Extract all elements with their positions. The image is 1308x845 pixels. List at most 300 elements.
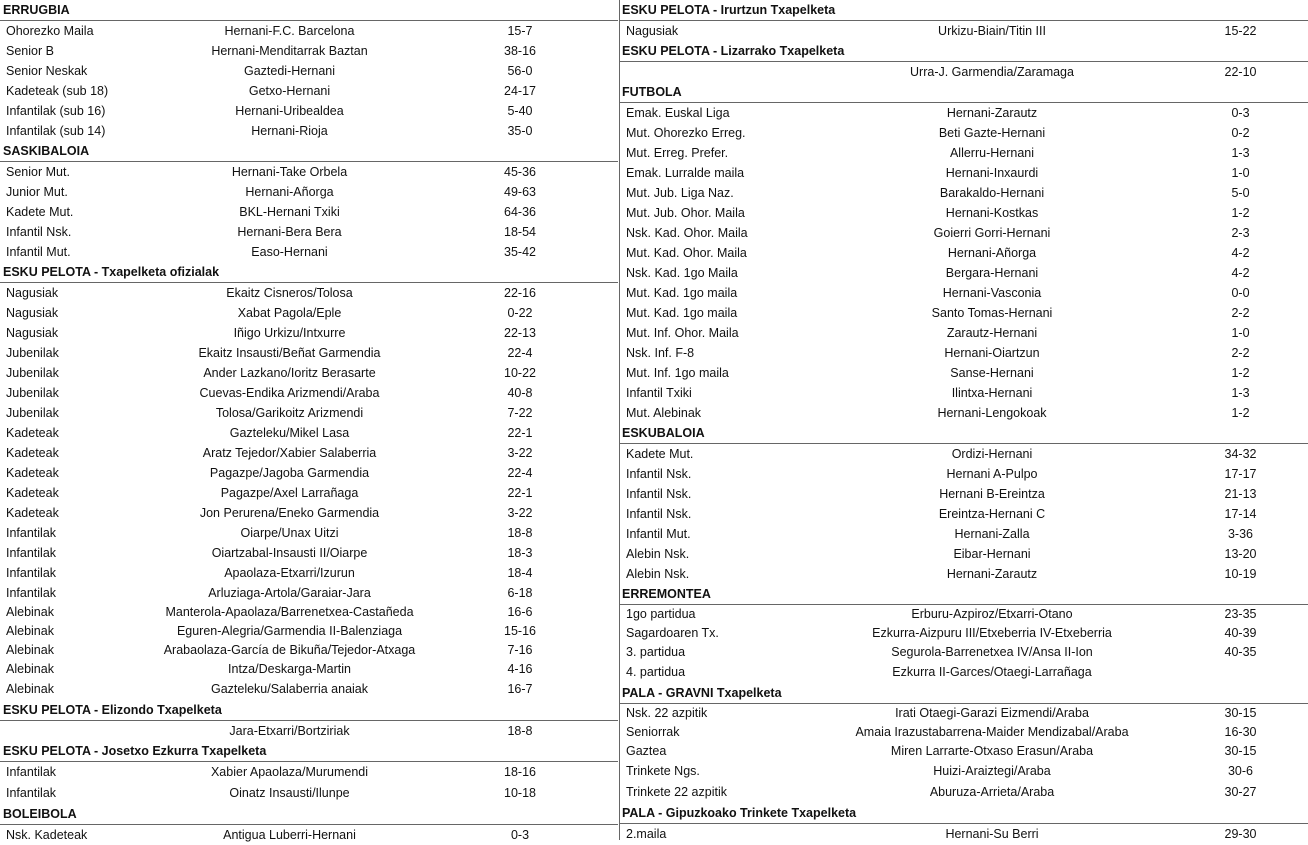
result-score: 38-16 [504, 44, 536, 58]
result-match: Hernani-Zarautz [946, 106, 1038, 120]
result-category: Mut. Alebinak [626, 406, 702, 420]
result-category: Infantil Nsk. [626, 467, 692, 481]
result-match: Hernani-F.C. Barcelona [224, 24, 355, 38]
result-category: Jubenilak [6, 366, 59, 380]
result-match: Hernani-Inxaurdi [945, 166, 1039, 180]
result-category: Mut. Kad. Ohor. Maila [626, 246, 747, 260]
result-row [0, 423, 618, 443]
result-row [0, 323, 618, 343]
result-score: 40-35 [1224, 645, 1257, 659]
result-score: 40-39 [1224, 626, 1257, 640]
result-category: Mut. Jub. Liga Naz. [626, 186, 734, 200]
section-title: FUTBOLA [620, 82, 1308, 103]
result-row [0, 403, 618, 423]
result-score: 0-3 [1231, 106, 1250, 120]
section-pala-gravni-txapelketa [620, 683, 1308, 803]
result-row [620, 564, 1308, 584]
result-score: 13-20 [1224, 547, 1257, 561]
section-title: ESKU PELOTA - Txapelketa ofizialak [0, 262, 618, 283]
result-match: Eibar-Hernani [953, 547, 1031, 561]
result-category: Trinkete 22 azpitik [626, 785, 727, 799]
result-row [0, 343, 618, 363]
result-match: Huizi-Araiztegi/Araba [933, 764, 1051, 778]
result-match: Arabaolaza-García de Bikuña/Tejedor-Atxaga [163, 643, 416, 657]
result-match: Hernani A-Pulpo [946, 467, 1038, 481]
result-row [620, 103, 1308, 123]
result-score: 16-6 [507, 605, 533, 619]
result-row [620, 263, 1308, 283]
result-category: Kadeteak [6, 466, 59, 480]
result-category: Senior Neskak [6, 64, 88, 78]
section-esku-pelota-irurtzun-txapelketa [620, 0, 1308, 41]
result-score: 10-19 [1224, 567, 1257, 581]
section-title: ESKU PELOTA - Lizarrako Txapelketa [620, 41, 1308, 62]
result-match: Cuevas-Endika Arizmendi/Araba [199, 386, 380, 400]
result-row [620, 403, 1308, 423]
result-match: Bergara-Hernani [945, 266, 1039, 280]
result-score: 4-2 [1231, 246, 1250, 260]
result-category: Kadeteak [6, 426, 59, 440]
result-score: 1-0 [1231, 166, 1250, 180]
result-category: Kadete Mut. [6, 205, 74, 219]
result-match: Erburu-Azpiroz/Etxarri-Otano [911, 607, 1073, 621]
section-title: PALA - Gipuzkoako Trinkete Txapelketa [620, 803, 1308, 824]
result-category: Kadeteak (sub 18) [6, 84, 109, 98]
result-category: Mut. Kad. 1go maila [626, 306, 738, 320]
result-row [620, 223, 1308, 243]
result-row [0, 363, 618, 383]
result-row [0, 660, 618, 679]
result-match: Tolosa/Garikoitz Arizmendi [215, 406, 364, 420]
result-category: Infantilak [6, 765, 57, 779]
result-row [0, 202, 618, 222]
result-score: 1-3 [1231, 146, 1250, 160]
result-category: Jubenilak [6, 346, 59, 360]
result-category: Alebinak [6, 682, 54, 696]
result-score: 23-35 [1224, 607, 1257, 621]
result-category: Infantil Nsk. [626, 507, 692, 521]
result-match: Hernani-Su Berri [945, 827, 1039, 841]
result-score: 17-17 [1224, 467, 1257, 481]
result-score: 22-16 [504, 286, 536, 300]
result-score: 49-63 [504, 185, 536, 199]
result-match: Xabat Pagola/Eple [237, 306, 342, 320]
result-category: Nsk. Kadeteak [6, 828, 88, 842]
result-score: 18-16 [504, 765, 536, 779]
section-eskubaloia [620, 423, 1308, 584]
result-match: Oiarpe/Unax Uitzi [240, 526, 339, 540]
result-category: 3. partidua [626, 645, 686, 659]
result-match: Hernani-Añorga [245, 185, 334, 199]
result-score: 5-40 [507, 104, 533, 118]
result-match: Irati Otaegi-Garazi Eizmendi/Araba [895, 706, 1089, 720]
result-category: Alebin Nsk. [626, 547, 690, 561]
result-match: Ander Lazkano/Ioritz Berasarte [203, 366, 376, 380]
section-errugbia [0, 0, 618, 141]
section-title: ESKU PELOTA - Irurtzun Txapelketa [620, 0, 1308, 21]
result-row [0, 61, 618, 81]
result-score: 3-36 [1227, 527, 1254, 541]
result-match: Oinatz Insausti/Ilunpe [229, 786, 350, 800]
result-category: Kadeteak [6, 446, 59, 460]
result-category: Alebinak [6, 624, 54, 638]
result-match: Beti Gazte-Hernani [938, 126, 1046, 140]
result-match: Ilintxa-Hernani [951, 386, 1033, 400]
result-score: 29-30 [1224, 827, 1257, 841]
result-match: Easo-Hernani [251, 245, 328, 259]
result-match: Antigua Luberri-Hernani [223, 828, 356, 842]
result-category: Nagusiak [6, 306, 59, 320]
result-row [0, 222, 618, 242]
result-match: Aratz Tejedor/Xabier Salaberria [202, 446, 377, 460]
result-score: 16-30 [1224, 725, 1257, 739]
result-row [620, 624, 1308, 643]
result-score: 15-7 [507, 24, 533, 38]
result-row [620, 643, 1308, 662]
result-score: 1-2 [1231, 366, 1250, 380]
result-match: Apaolaza-Etxarri/Izurun [224, 566, 355, 580]
result-category: Nagusiak [6, 286, 59, 300]
result-category: Infantil Nsk. [626, 487, 692, 501]
result-match: Sanse-Hernani [950, 366, 1034, 380]
result-score: 56-0 [507, 64, 533, 78]
section-title: ESKU PELOTA - Elizondo Txapelketa [0, 700, 618, 721]
result-score: 0-22 [507, 306, 533, 320]
result-score: 10-18 [504, 786, 536, 800]
result-category: Mut. Inf. Ohor. Maila [626, 326, 739, 340]
result-match: Barakaldo-Hernani [939, 186, 1045, 200]
result-match: Gazteleku/Mikel Lasa [229, 426, 350, 440]
result-row [620, 605, 1308, 624]
result-category: 2.maila [626, 827, 667, 841]
result-category: Infantilak [6, 566, 57, 580]
left-column [0, 0, 618, 845]
result-score: 6-18 [507, 586, 533, 600]
result-row [620, 504, 1308, 524]
result-score: 64-36 [504, 205, 536, 219]
result-category: 1go partidua [626, 607, 696, 621]
result-match: Urkizu-Biain/Titin III [938, 24, 1046, 38]
result-row [0, 603, 618, 622]
result-match: Hernani-Zalla [954, 527, 1030, 541]
result-score: 18-8 [507, 526, 533, 540]
result-match: Pagazpe/Jagoba Garmendia [209, 466, 370, 480]
result-category: Infantil Mut. [626, 527, 691, 541]
result-category: Nsk. Inf. F-8 [626, 346, 695, 360]
result-match: Zarautz-Hernani [946, 326, 1038, 340]
result-score: 4-2 [1231, 266, 1250, 280]
result-category: 4. partidua [626, 665, 686, 679]
result-category: Alebinak [6, 643, 54, 657]
result-category [0, 721, 131, 741]
result-category: Infantilak [6, 586, 57, 600]
result-score: 0-0 [1231, 286, 1250, 300]
result-match: Ekaitz Insausti/Beñat Garmendia [198, 346, 381, 360]
result-match: Hernani B-Ereintza [939, 487, 1045, 501]
result-category: Mut. Ohorezko Erreg. [626, 126, 746, 140]
result-row [0, 679, 618, 700]
result-match: Ezkurra II-Garces/Otaegi-Larrañaga [892, 665, 1092, 679]
result-match: Ekaitz Cisneros/Tolosa [226, 286, 353, 300]
result-match: Hernani-Menditarrak Baztan [211, 44, 368, 58]
result-score: 18-4 [507, 566, 533, 580]
result-score: 22-1 [507, 486, 533, 500]
result-row [0, 21, 618, 41]
result-category: Infantilak [6, 526, 57, 540]
result-row [0, 543, 618, 563]
result-category: Infantil Txiki [626, 386, 692, 400]
result-row [0, 121, 618, 141]
result-category: Emak. Euskal Liga [626, 106, 730, 120]
result-row [0, 242, 618, 262]
result-row [620, 143, 1308, 163]
result-category: Kadete Mut. [626, 447, 694, 461]
result-category: Mut. Jub. Ohor. Maila [626, 206, 745, 220]
result-category: Alebinak [6, 662, 54, 676]
result-row [620, 742, 1308, 761]
result-category: Senior Mut. [6, 165, 70, 179]
result-category: Kadeteak [6, 506, 59, 520]
section-title: BOLEIBOLA [0, 804, 618, 825]
result-match: Getxo-Hernani [248, 84, 331, 98]
result-category: Trinkete Ngs. [626, 764, 700, 778]
result-score: 22-1 [507, 426, 533, 440]
result-row [620, 323, 1308, 343]
result-row [0, 303, 618, 323]
result-match: Pagazpe/Axel Larrañaga [220, 486, 359, 500]
section-esku-pelota-txapelketa-ofizialak [0, 262, 618, 700]
result-match: Iñigo Urkizu/Intxurre [233, 326, 346, 340]
result-row [0, 523, 618, 543]
result-row [620, 464, 1308, 484]
result-score: 30-6 [1227, 764, 1254, 778]
result-score: 40-8 [507, 386, 533, 400]
result-match: Hernani-Take Orbela [231, 165, 348, 179]
result-match: Allerru-Hernani [949, 146, 1035, 160]
result-row [620, 183, 1308, 203]
result-row [620, 484, 1308, 504]
result-category: Nsk. Kad. Ohor. Maila [626, 226, 748, 240]
result-row [620, 343, 1308, 363]
section-title: ESKU PELOTA - Josetxo Ezkurra Txapelketa [0, 741, 618, 762]
result-match: Segurola-Barrenetxea IV/Ansa II-Ion [891, 645, 1093, 659]
result-match: Urra-J. Garmendia/Zaramaga [910, 65, 1074, 79]
section-pala-gipuzkoako-trinkete-txapelketa [620, 803, 1308, 844]
result-match: Hernani-Uribealdea [235, 104, 344, 118]
section-esku-pelota-josetxo-ezkurra-txapelketa [0, 741, 618, 804]
result-match: Hernani-Zarautz [946, 567, 1038, 581]
result-category [620, 62, 786, 82]
result-row [0, 762, 618, 783]
result-score: 1-2 [1231, 406, 1250, 420]
result-row [620, 723, 1308, 742]
result-category: Nagusiak [626, 24, 679, 38]
result-row [0, 641, 618, 660]
result-score: 4-16 [507, 662, 533, 676]
result-row [0, 101, 618, 121]
result-score: 34-32 [1224, 447, 1257, 461]
result-match: Hernani-Lengokoak [937, 406, 1047, 420]
result-row [0, 583, 618, 603]
result-match: Ereintza-Hernani C [938, 507, 1046, 521]
result-match: Eguren-Alegria/Garmendia II-Balenziaga [176, 624, 403, 638]
result-score: 10-22 [504, 366, 536, 380]
result-score [1198, 662, 1283, 683]
result-match: Xabier Apaolaza/Murumendi [210, 765, 369, 779]
result-match: Hernani-Bera Bera [237, 225, 342, 239]
result-category: Nsk. Kad. 1go Maila [626, 266, 738, 280]
result-match: Amaia Irazustabarrena-Maider Mendizabal/Araba [855, 725, 1129, 739]
result-category: Kadeteak [6, 486, 59, 500]
result-row [620, 824, 1308, 844]
result-score: 21-13 [1224, 487, 1257, 501]
result-row [620, 303, 1308, 323]
section-title: ESKUBALOIA [620, 423, 1308, 444]
result-row [620, 383, 1308, 403]
result-row [620, 524, 1308, 544]
result-score: 16-7 [507, 682, 533, 696]
result-score: 24-17 [504, 84, 536, 98]
result-category: Ohorezko Maila [6, 24, 94, 38]
result-score: 2-2 [1231, 346, 1250, 360]
result-score: 15-16 [504, 624, 536, 638]
result-score: 0-2 [1231, 126, 1250, 140]
result-category: Mut. Kad. 1go maila [626, 286, 738, 300]
result-match: Gazteleku/Salaberria anaiak [210, 682, 369, 696]
result-category: Jubenilak [6, 406, 59, 420]
result-row [0, 721, 618, 741]
result-score: 1-0 [1231, 326, 1250, 340]
result-score: 22-4 [507, 346, 533, 360]
result-category: Mut. Erreg. Prefer. [626, 146, 729, 160]
result-category: Gaztea [626, 744, 667, 758]
result-row [620, 283, 1308, 303]
result-row [0, 162, 618, 182]
section-boleibola [0, 804, 618, 845]
result-row [620, 704, 1308, 723]
result-category: Junior Mut. [6, 185, 68, 199]
result-row [620, 21, 1308, 41]
result-category: Nagusiak [6, 326, 59, 340]
result-score: 18-3 [507, 546, 533, 560]
result-match: Miren Larrarte-Otxaso Erasun/Araba [890, 744, 1094, 758]
result-category: Infantilak [6, 786, 57, 800]
result-row [620, 544, 1308, 564]
section-erremontea [620, 584, 1308, 683]
result-score: 30-15 [1224, 744, 1257, 758]
result-match: Hernani-Vasconia [942, 286, 1042, 300]
result-score: 30-15 [1224, 706, 1257, 720]
section-esku-pelota-elizondo-txapelketa [0, 700, 618, 741]
result-score: 1-2 [1231, 206, 1250, 220]
result-score: 0-3 [510, 828, 530, 842]
result-match: Hernani-Kostkas [945, 206, 1039, 220]
result-match: Santo Tomas-Hernani [931, 306, 1053, 320]
result-category: Senior B [6, 44, 54, 58]
section-futbola [620, 82, 1308, 423]
result-match: Hernani-Rioja [251, 124, 328, 138]
result-row [0, 563, 618, 583]
result-row [0, 383, 618, 403]
result-score: 5-0 [1231, 186, 1250, 200]
result-row [0, 182, 618, 202]
result-match: Manterola-Apaolaza/Barrenetxea-Castañeda [165, 605, 414, 619]
result-match: Hernani-Oiartzun [944, 346, 1040, 360]
result-row [620, 662, 1308, 683]
result-category: Infantilak (sub 16) [6, 104, 106, 118]
result-score: 18-54 [504, 225, 536, 239]
section-esku-pelota-lizarrako-txapelketa [620, 41, 1308, 82]
section-title: ERREMONTEA [620, 584, 1308, 605]
result-score: 18-8 [507, 724, 533, 738]
result-match: Ezkurra-Aizpuru III/Etxeberria IV-Etxeberria [872, 626, 1112, 640]
result-row [0, 463, 618, 483]
result-category: Infantilak (sub 14) [6, 124, 106, 138]
section-title: PALA - GRAVNI Txapelketa [620, 683, 1308, 704]
result-match: Oiartzabal-Insausti II/Oiarpe [211, 546, 368, 560]
result-category: Mut. Inf. 1go maila [626, 366, 729, 380]
result-category: Alebin Nsk. [626, 567, 690, 581]
result-score: 35-42 [504, 245, 536, 259]
result-row [620, 203, 1308, 223]
result-row [0, 503, 618, 523]
result-category: Infantil Nsk. [6, 225, 72, 239]
result-row [0, 622, 618, 641]
result-row [0, 283, 618, 303]
result-score: 15-22 [1224, 24, 1257, 38]
result-score: 35-0 [507, 124, 533, 138]
result-score: 22-4 [507, 466, 533, 480]
section-title: SASKIBALOIA [0, 141, 618, 162]
result-row [0, 81, 618, 101]
result-match: Goierri Gorri-Hernani [933, 226, 1051, 240]
result-score: 7-16 [507, 643, 533, 657]
result-score: 7-22 [507, 406, 533, 420]
result-row [0, 825, 618, 845]
result-row [620, 243, 1308, 263]
result-score: 2-2 [1231, 306, 1250, 320]
right-column [619, 0, 1308, 840]
result-score: 45-36 [504, 165, 536, 179]
result-row [620, 123, 1308, 143]
result-row [0, 483, 618, 503]
result-category: Seniorrak [626, 725, 680, 739]
result-match: Jon Perurena/Eneko Garmendia [199, 506, 380, 520]
result-match: BKL-Hernani Txiki [239, 205, 340, 219]
result-match: Jara-Etxarri/Bortziriak [229, 724, 350, 738]
result-category: Sagardoaren Tx. [626, 626, 719, 640]
result-match: Ordizi-Hernani [951, 447, 1033, 461]
result-score: 2-3 [1231, 226, 1250, 240]
result-category: Infantil Mut. [6, 245, 71, 259]
result-row [620, 782, 1308, 803]
result-row [0, 443, 618, 463]
result-row [620, 761, 1308, 782]
result-match: Arluziaga-Artola/Garaiar-Jara [208, 586, 371, 600]
result-row [620, 444, 1308, 464]
result-score: 3-22 [507, 506, 533, 520]
result-score: 3-22 [507, 446, 533, 460]
result-score: 30-27 [1224, 785, 1257, 799]
result-score: 22-13 [504, 326, 536, 340]
result-match: Intza/Deskarga-Martin [228, 662, 351, 676]
result-score: 17-14 [1224, 507, 1257, 521]
result-category: Nsk. 22 azpitik [626, 706, 708, 720]
result-row [0, 783, 618, 804]
result-category: Alebinak [6, 605, 54, 619]
result-match: Gaztedi-Hernani [243, 64, 335, 78]
result-row [620, 163, 1308, 183]
